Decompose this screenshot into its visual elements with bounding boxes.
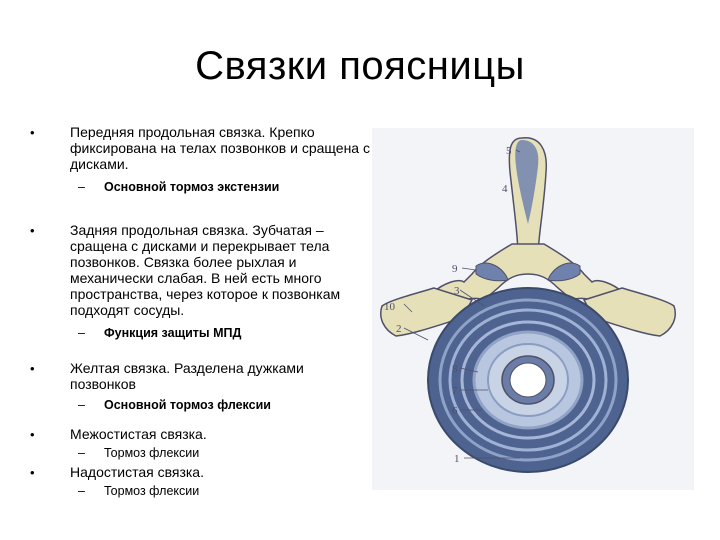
bullet-icon: • [30,361,35,376]
bullet-text [70,464,370,480]
vertebra-illustration [372,128,694,490]
label-4: 4 [502,183,508,195]
bullet-item-posterior-ligament [30,222,370,360]
bullet-icon: • [30,465,35,480]
dash-icon: – [78,326,85,340]
label-5: 5 [506,145,512,157]
sub-bullet-text: Основной тормоз флексии [104,398,271,412]
sub-bullet-text: Функция защиты МПД [104,326,242,340]
label-1: 1 [454,453,460,465]
label-6: 6 [452,405,458,417]
bullet-heading: Передняя продольная связка. [70,124,266,140]
sub-bullet [78,398,370,413]
label-10: 10 [384,301,395,313]
dash-icon: – [78,484,85,498]
bullet-body: Зубчатая – сращена с дисками и перекрывает тела позвонков. Связка более рыхлая и механически слабая. В ней есть много пространства, через которое к позвонкам подходят сосуды. [70,222,341,318]
bullet-heading: Желтая связка. [70,360,171,376]
bullet-item-yellow-ligament [30,360,370,426]
bullet-item-anterior-ligament [30,124,370,222]
bullet-body: Крепко фиксирована на телах позвонков и сращена с дисками. [70,124,370,172]
bullet-icon: • [30,125,35,140]
sub-bullet-text: Основной тормоз экстензии [104,180,280,194]
bullet-text [70,426,370,442]
sub-bullet [78,326,370,341]
bullet-heading: Задняя продольная связка. [70,222,249,238]
dash-icon: – [78,398,85,412]
sub-bullet-text: Тормоз флексии [104,484,200,498]
dash-icon: – [78,180,85,194]
bullet-item-supraspinous-ligament [30,464,370,499]
sub-bullet-text: Тормоз флексии [104,446,200,460]
label-7: 7 [452,385,458,397]
bullet-heading: Надостистая связка. [70,464,204,480]
bullet-list [30,124,370,499]
vertebra-diagram [372,128,694,490]
bullet-icon: • [30,427,35,442]
label-2: 2 [396,323,402,335]
bullet-text [70,222,360,318]
sub-bullet [78,446,370,461]
label-8: 8 [452,363,458,375]
sub-bullet [78,180,370,195]
dash-icon: – [78,446,85,460]
nucleus-pulposus [510,363,546,397]
label-3: 3 [454,285,460,297]
label-9: 9 [452,263,458,275]
bullet-item-interspinous-ligament [30,426,370,464]
bullet-body: Разделена дужками позвонков [70,360,304,392]
bullet-icon: • [30,223,35,238]
bullet-text [70,360,360,392]
slide-title: Связки поясницы [195,44,525,88]
bullet-text [70,124,370,172]
bullet-heading: Межостистая связка. [70,426,207,442]
sub-bullet [78,484,370,499]
